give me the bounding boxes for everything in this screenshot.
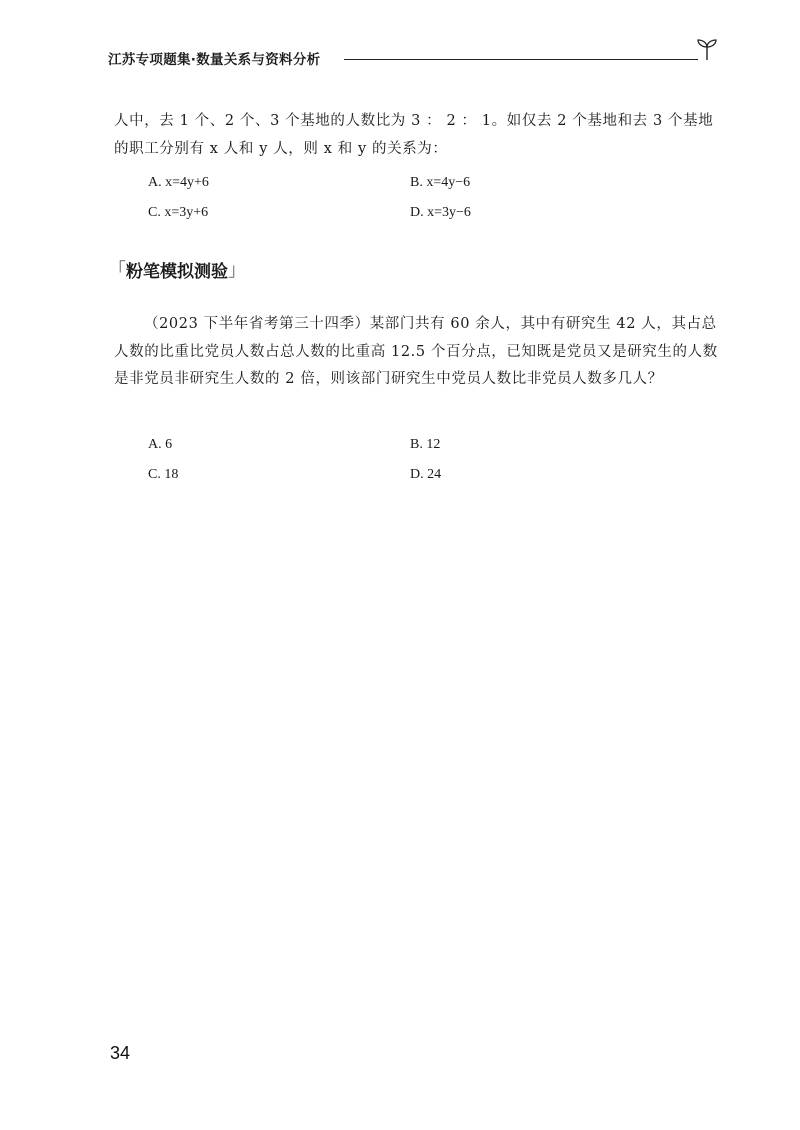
option-b[interactable]: B. x=4y−6 (410, 175, 471, 190)
previous-question-options (148, 168, 708, 228)
question-options (148, 430, 708, 490)
section-close-bracket: 」 (228, 260, 246, 281)
section-open-bracket: 「 (108, 260, 126, 281)
header-rule (344, 59, 698, 60)
header-title: 江苏专项题集·数量关系与资料分析 (108, 52, 321, 68)
option-row (148, 168, 708, 198)
option-a[interactable]: A. 6 (148, 437, 173, 452)
section-heading (108, 256, 246, 282)
option-a[interactable]: A. x=4y+6 (148, 175, 209, 190)
sprout-icon (694, 36, 720, 62)
option-d[interactable]: D. 24 (410, 467, 442, 482)
question-text: （2023 下半年省考第三十四季）某部门共有 60 余人，其中有研究生 42 人，其占总人数的比重比党员人数占总人数的比重高 12.5 个百分点，已知既是党员又是研究生的人数是非党员非研究生人数的 2 倍，则该部门研究生中党员人数比非党员人数多几人？ (114, 316, 718, 388)
option-c[interactable]: C. 18 (148, 467, 179, 482)
option-row (148, 430, 708, 460)
option-c[interactable]: C. x=3y+6 (148, 205, 209, 220)
option-d[interactable]: D. x=3y−6 (410, 205, 471, 220)
option-row (148, 460, 708, 490)
page-number: 34 (110, 1043, 131, 1063)
option-row (148, 198, 708, 228)
previous-question-text: 人中，去 1 个、2 个、3 个基地的人数比为 3 ： 2 ： 1。如仅去 2 个基地和去 3 个基地的职工分别有 x 人和 y 人，则 x 和 y 的关系为： (114, 113, 714, 157)
section-title: 粉笔模拟测验 (126, 261, 228, 282)
option-b[interactable]: B. 12 (410, 437, 441, 452)
running-header (108, 46, 720, 70)
